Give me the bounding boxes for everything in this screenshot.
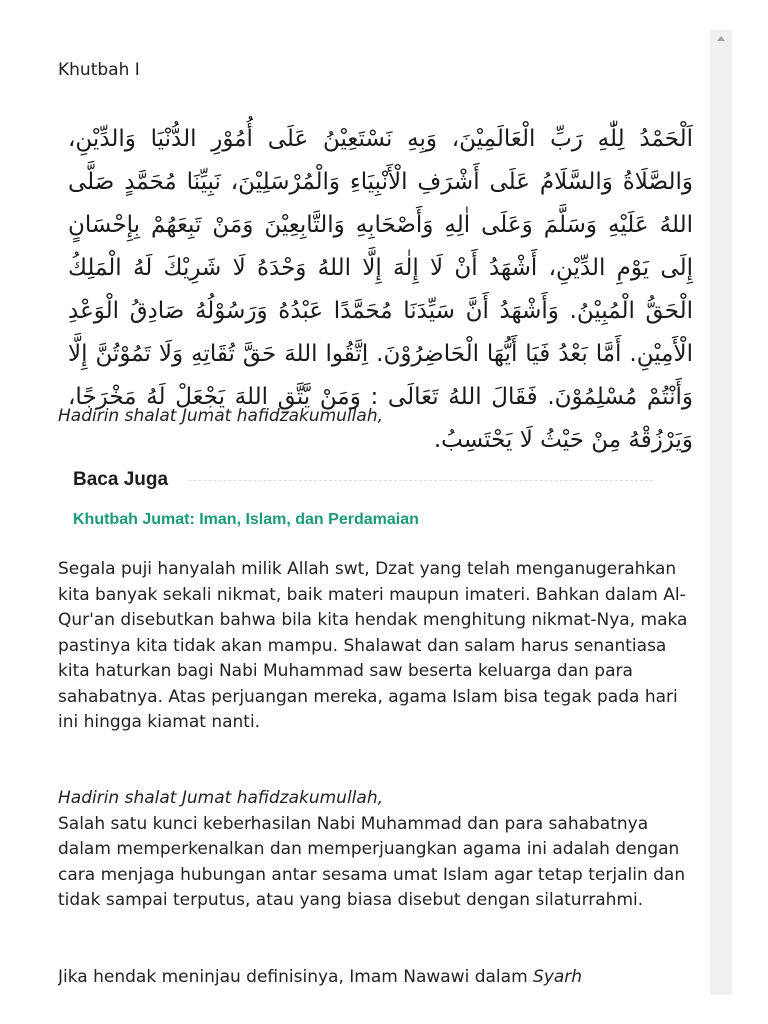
related-title: Baca Juga: [73, 466, 188, 494]
arabic-opening-text: اَلْحَمْدُ لِلّٰهِ رَبِّ الْعَالَمِيْنَ، وَبِهِ نَسْتَعِيْنُ عَلَى أُمُوْرِ الدُّنْيَا وَالدِّيْنِ، وَالصَّلَاةُ وَالسَّلَامُ عَلَى أَشْرَفِ الْأَنْبِيَاءِ وَالْمُرْسَلِيْنَ، نَبِيِّنَا مُحَمَّدٍ صَلَّى اللهُ عَلَيْهِ وَسَلَّمَ وَعَلَى اٰلِهِ وَأَصْحَابِهِ وَالتَّابِعِيْنَ وَمَنْ تَبِعَهُمْ بِإِحْسَانٍ إِلَى يَوْمِ الدِّيْنِ، أَشْهَدُ أَنْ لَا إِلٰهَ إِلَّا اللهُ وَحْدَهُ لَا شَرِيْكَ لَهُ الْمَلِكُ الْحَقُّ الْمُبِيْنُ. وَأَشْهَدُ أَنَّ سَيِّدَنَا مُحَمَّدًا عَبْدُهُ وَرَسُوْلُهُ صَادِقُ الْوَعْدِ الْأَمِيْنِ. أَمَّا بَعْدُ فَيَا أَيُّهَا الْحَاضِرُوْنَ. اِتَّقُوا اللهَ حَقَّ تُقَاتِهِ وَلَا تَمُوْتُنَّ إِلَّا وَأَنْتُمْ مُسْلِمُوْنَ. فَقَالَ اللهُ تَعَالَى : وَمَنْ يَّتَّقِ اللهَ يَجْعَلْ لَهُ مَخْرَجًا، وَيَرْزُقْهُ مِنْ حَيْثُ لَا يَحْتَسِبُ.: [68, 126, 693, 453]
related-article-box: [73, 466, 653, 531]
paragraph: [58, 786, 698, 914]
article-content: [58, 0, 698, 1024]
vertical-scrollbar[interactable]: [710, 30, 732, 995]
paragraph-body: Salah satu kunci keberhasilan Nabi Muhammad dan para sahabatnya dalam memperkenalkan dan memperjuangkan agama ini adalah dengan cara menjaga hubungan antar sesama umat Islam agar tetap terjalin dan tidak sampai terputus, atau yang biasa disebut dengan silaturrahmi.: [58, 813, 686, 910]
paragraph: [58, 965, 698, 991]
related-article-link[interactable]: Khutbah Jumat: Iman, Islam, dan Perdamaian: [73, 511, 419, 528]
book-title: Syarh: [533, 967, 583, 987]
salutation-text: Hadirin shalat Jumat hafidzakumullah,: [58, 788, 384, 808]
salutation-text: Hadirin shalat Jumat hafidzakumullah,: [58, 406, 384, 426]
paragraph: Segala puji hanyalah milik Allah swt, Dzat yang telah menganugerahkan kita banyak sekali nikmat, baik materi maupun imateri. Bahkan dalam Al-Qur'an disebutkan bahwa bila kita hendak menghitung nikmat-Nya, maka pastinya kita tidak akan mampu. Shalawat dan salam harus senantiasa kita haturkan bagi Nabi Muhammad saw beserta keluarga dan para sahabatnya. Atas perjuangan mereka, agama Islam bisa tegak pada hari ini hingga kiamat nanti.: [58, 559, 688, 732]
scroll-up-arrow-icon[interactable]: [717, 36, 725, 41]
section-heading: Khutbah I: [58, 60, 140, 80]
paragraph-body: Jika hendak meninjau definisinya, Imam Nawawi dalam: [58, 967, 534, 987]
